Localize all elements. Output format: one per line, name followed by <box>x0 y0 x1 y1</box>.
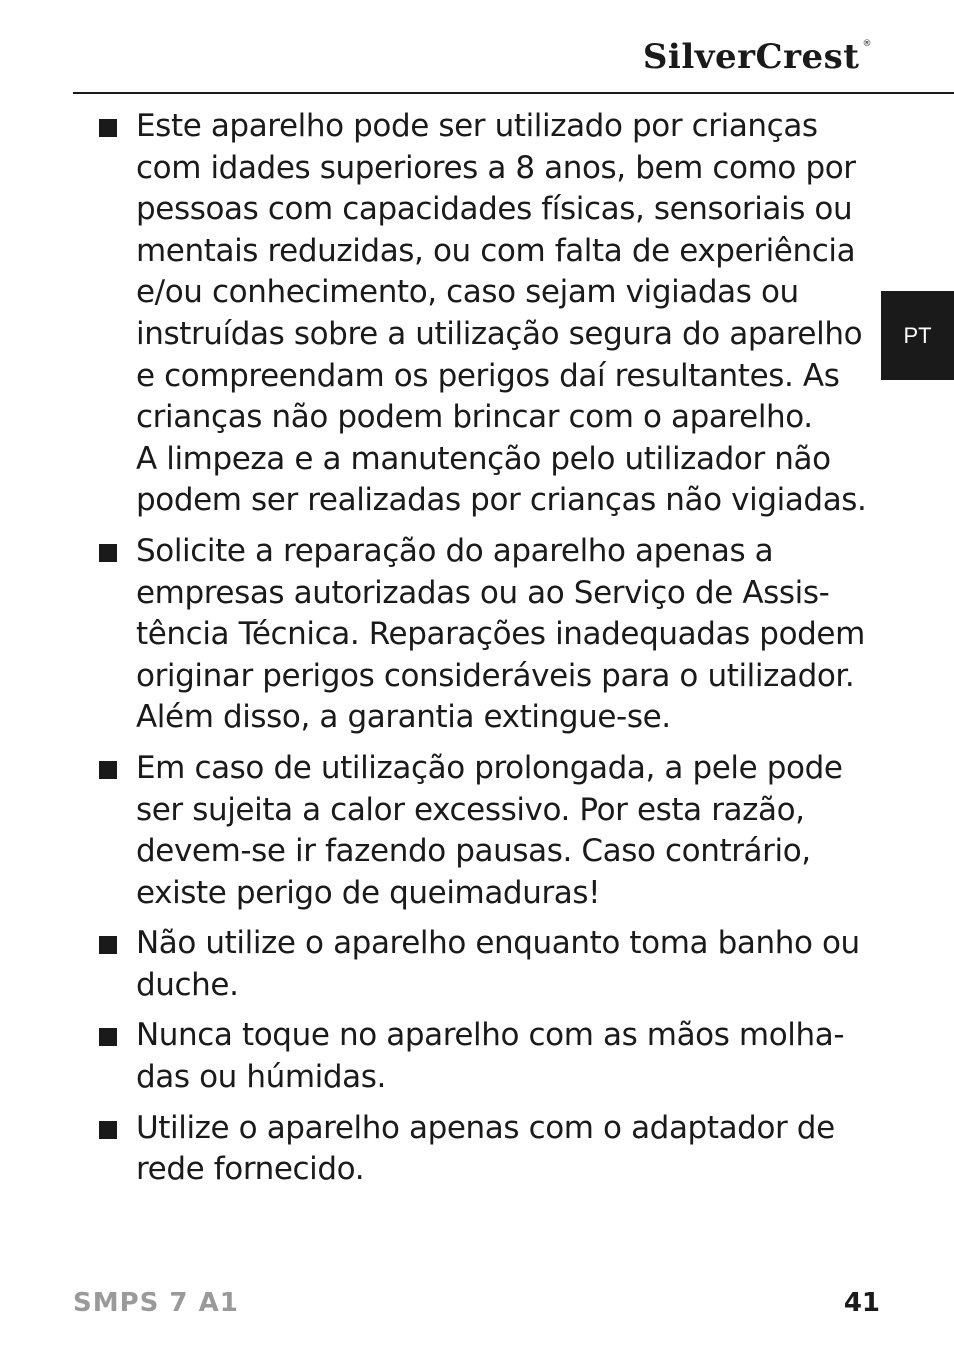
square-bullet-icon <box>99 761 117 779</box>
text-line: e compreendam os perigos daí resultantes. As <box>136 357 840 394</box>
brand-name: SilverCrest <box>642 37 860 77</box>
text-line: Nunca toque no aparelho com as mãos molha- <box>136 1017 845 1054</box>
text-line: Além disso, a garantia extingue-se. <box>136 699 671 736</box>
text-line: pessoas com capacidades físicas, sensoriais ou <box>136 191 853 228</box>
text-line: Utilize o aparelho apenas com o adaptador de <box>136 1109 835 1146</box>
footer-model-number: SMPS 7 A1 <box>73 1288 239 1318</box>
text-line: ser sujeita a calor excessivo. Por esta razão, <box>136 791 805 828</box>
square-bullet-icon <box>99 1028 117 1046</box>
text-line: Não utilize o aparelho enquanto toma banho ou <box>136 925 860 962</box>
text-line: existe perigo de queimaduras! <box>136 874 601 911</box>
text-line: crianças não podem brincar com o aparelho. <box>136 399 813 436</box>
safety-instructions-list <box>0 106 881 1200</box>
text-line: das ou húmidas. <box>136 1059 386 1096</box>
registered-mark: ® <box>862 39 872 49</box>
list-item <box>0 106 867 522</box>
text-line: Este aparelho pode ser utilizado por crianças <box>136 108 818 144</box>
text-line: rede fornecido. <box>136 1151 365 1188</box>
text-line: Em caso de utilização prolongada, a pele pode <box>136 749 843 786</box>
text-line: e/ou conhecimento, caso sejam vigiadas ou <box>136 274 799 311</box>
brand-logo <box>642 37 872 77</box>
text-line: com idades superiores a 8 anos, bem como por <box>136 149 856 186</box>
text-line: mentais reduzidas, ou com falta de experiência <box>136 232 856 269</box>
language-label: PT <box>903 322 932 348</box>
text-line: Solicite a reparação do aparelho apenas a <box>136 532 774 569</box>
header-divider <box>73 92 954 94</box>
list-item <box>0 748 861 914</box>
language-tab <box>881 291 954 380</box>
square-bullet-icon <box>99 119 117 137</box>
list-item <box>0 531 865 739</box>
list-item <box>0 923 861 1006</box>
text-line: instruídas sobre a utilização segura do aparelho <box>136 315 863 352</box>
page-number: 41 <box>843 1288 880 1318</box>
list-item <box>0 1015 861 1098</box>
text-line: tência Técnica. Reparações inadequadas podem <box>136 616 865 653</box>
text-line: podem ser realizadas por crianças não vigiadas. <box>136 482 867 519</box>
list-item <box>0 1108 861 1191</box>
square-bullet-icon <box>99 544 117 562</box>
square-bullet-icon <box>99 1121 117 1139</box>
text-line: devem-se ir fazendo pausas. Caso contrário, <box>136 833 811 870</box>
text-line: duche. <box>136 966 239 1003</box>
text-line: originar perigos consideráveis para o utilizador. <box>136 657 855 694</box>
text-line: A limpeza e a manutenção pelo utilizador não <box>136 440 831 477</box>
square-bullet-icon <box>99 936 117 954</box>
text-line: empresas autorizadas ou ao Serviço de Assis- <box>136 574 830 611</box>
